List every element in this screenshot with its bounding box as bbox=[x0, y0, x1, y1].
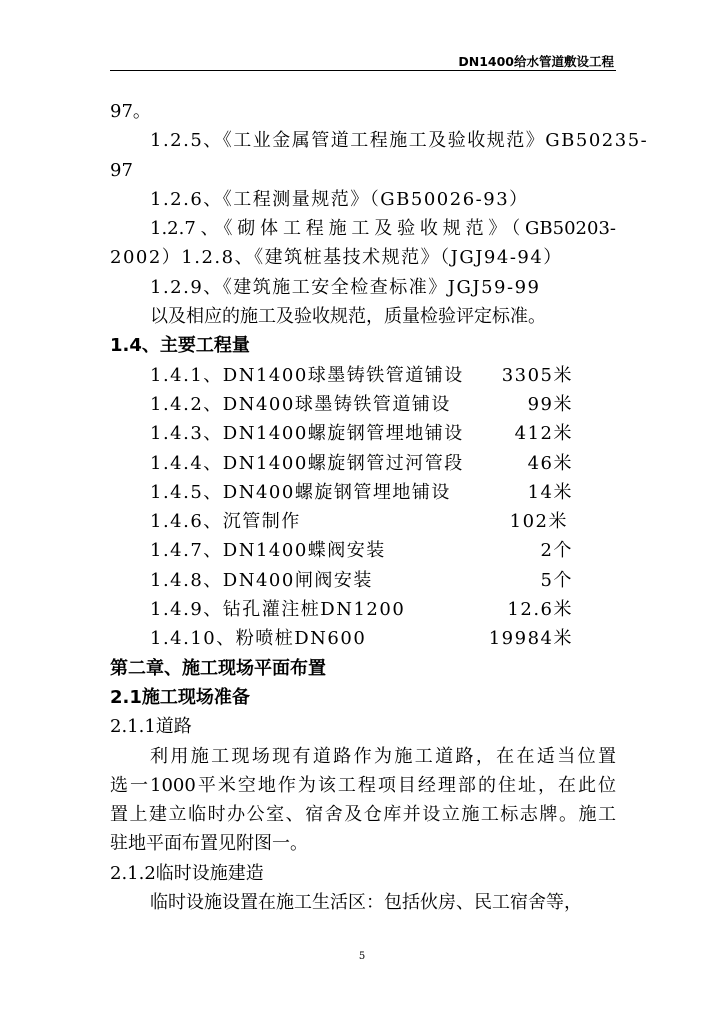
quantity-label: 1.4.7、DN1400蝶阀安装 bbox=[150, 540, 386, 562]
quantity-label: 1.4.5、DN400螺旋钢管埋地铺设 bbox=[150, 481, 451, 503]
quantity-row bbox=[110, 536, 616, 565]
quantity-label: 1.4.1、DN1400球墨铸铁管道铺设 bbox=[150, 364, 464, 386]
text-line: 1.2.9、《建筑施工安全检查标准》JGJ59-99 bbox=[150, 276, 541, 298]
text-line: 1.2.5、《工业金属管道工程施工及验收规范》GB50235- bbox=[150, 130, 649, 152]
quantity-row bbox=[110, 419, 616, 448]
quantity-value: 19984米 bbox=[488, 628, 573, 650]
quantity-row bbox=[110, 361, 616, 390]
quantity-value: 3305米 bbox=[501, 364, 573, 386]
quantity-label: 1.4.2、DN400球墨铸铁管道铺设 bbox=[150, 393, 451, 415]
quantity-row bbox=[110, 566, 616, 595]
paragraph-line: 置上建立临时办公室、宿舍及仓库并设立施工标志牌。施工 bbox=[110, 804, 616, 826]
paragraph-line: 驻地平面布置见附图一。 bbox=[110, 833, 308, 855]
quantity-row bbox=[110, 390, 616, 419]
quantity-value: 12.6米 bbox=[507, 599, 573, 621]
page-header bbox=[110, 50, 616, 71]
text-line: 以及相应的施工及验收规范，质量检验评定标准。 bbox=[150, 306, 546, 328]
text-line: 1.2.6、《工程测量规范》（GB50026-93） bbox=[150, 188, 529, 210]
document-body bbox=[110, 97, 649, 917]
quantity-value: 5个 bbox=[540, 569, 573, 591]
quantity-value: 14米 bbox=[527, 481, 573, 503]
paragraph-line: 临时设施设置在施工生活区：包括伙房、民工宿舍等， bbox=[150, 892, 582, 914]
quantity-label: 1.4.8、DN400闸阀安装 bbox=[150, 569, 373, 591]
quantity-row bbox=[110, 449, 616, 478]
text-line: 1.2.7、《砌体工程施工及验收规范》（GB50203- bbox=[150, 218, 616, 240]
quantity-label: 1.4.4、DN1400螺旋钢管过河管段 bbox=[150, 452, 464, 474]
section-heading: 1.4、主要工程量 bbox=[110, 335, 250, 357]
quantity-label: 1.4.9、钻孔灌注桩DN1200 bbox=[150, 599, 406, 621]
text-line: 97。 bbox=[110, 101, 151, 122]
quantity-value: 102米 bbox=[509, 511, 568, 533]
quantity-label: 1.4.10、粉喷桩DN600 bbox=[150, 628, 367, 650]
quantity-row bbox=[110, 478, 616, 507]
quantity-value: 46米 bbox=[527, 452, 573, 474]
section-heading: 2.1施工现场准备 bbox=[110, 686, 250, 708]
page-number: 5 bbox=[358, 951, 366, 962]
quantity-value: 99米 bbox=[527, 393, 573, 415]
quantity-row bbox=[110, 595, 616, 624]
quantity-label: 1.4.6、沉管制作 bbox=[150, 511, 301, 533]
quantity-value: 2个 bbox=[540, 540, 573, 562]
paragraph-line: 利用施工现场现有道路作为施工道路，在在适当位置 bbox=[150, 745, 616, 767]
text-line: 97 bbox=[110, 159, 133, 181]
subsection-heading: 2.1.1道路 bbox=[110, 716, 192, 738]
header-title: DN1400给水管道敷设工程 bbox=[458, 54, 614, 69]
chapter-heading: 第二章、施工现场平面布置 bbox=[110, 657, 326, 679]
quantity-row bbox=[110, 624, 616, 653]
subsection-heading: 2.1.2临时设施建造 bbox=[110, 862, 264, 884]
quantity-label: 1.4.3、DN1400螺旋钢管埋地铺设 bbox=[150, 423, 464, 445]
quantity-value: 412米 bbox=[514, 423, 573, 445]
paragraph-line: 选一1000平米空地作为该工程项目经理部的住址，在此位 bbox=[110, 774, 616, 796]
quantity-row bbox=[110, 507, 616, 536]
text-line: 2002）1.2.8、《建筑桩基技术规范》（JGJ94-94） bbox=[110, 247, 563, 269]
